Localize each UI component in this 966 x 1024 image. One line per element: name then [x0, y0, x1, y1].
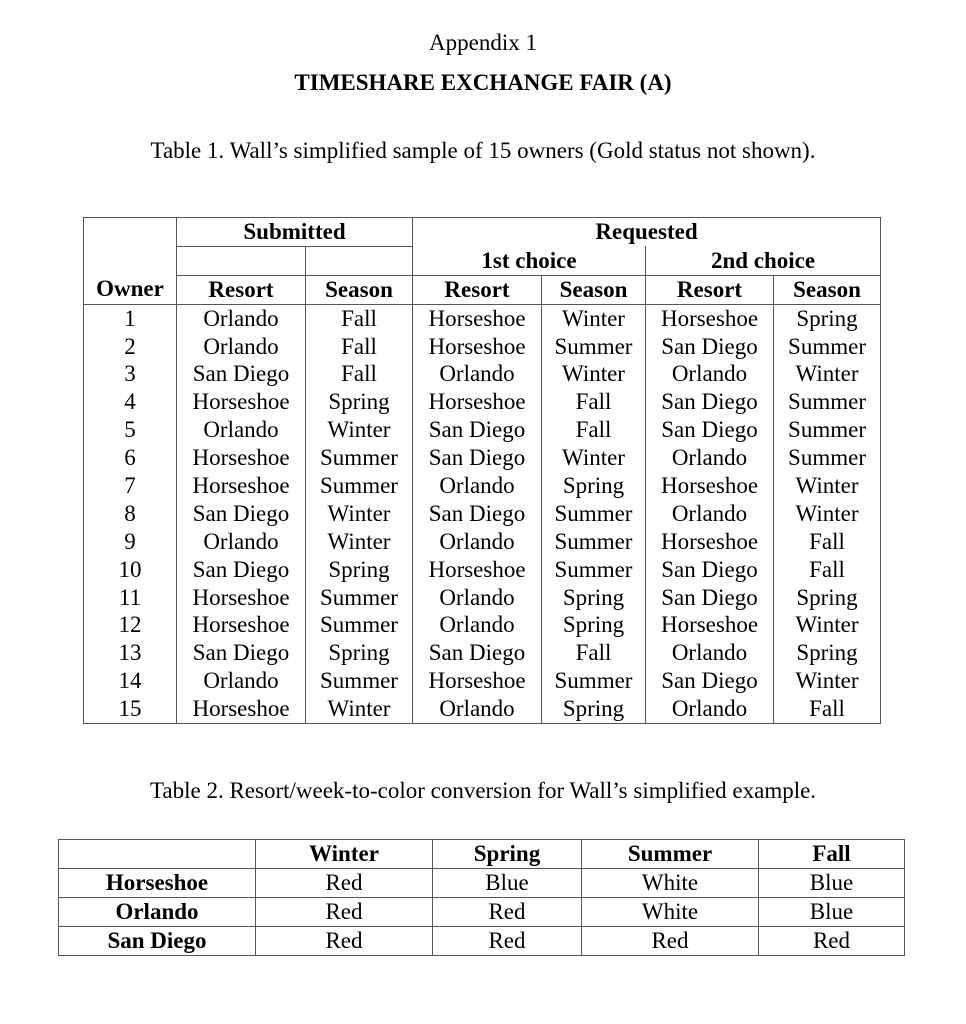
color-cell: Red	[433, 927, 582, 956]
submitted-season-cell: Fall	[306, 360, 413, 388]
submitted-season-cell: Spring	[306, 556, 413, 584]
second-resort-cell: San Diego	[646, 556, 774, 584]
table-row	[59, 927, 905, 956]
table2-caption: Table 2. Resort/week-to-color conversion for Wall’s simplified example.	[149, 778, 817, 803]
owner-cell: 10	[84, 556, 177, 584]
second-resort-header: Resort	[646, 275, 774, 304]
submitted-resort-cell: Horseshoe	[177, 611, 306, 639]
appendix-label: Appendix 1	[429, 30, 537, 55]
second-season-header: Season	[774, 275, 881, 304]
owners-table	[83, 217, 881, 724]
submitted-resort-header: Resort	[177, 275, 306, 304]
second-resort-cell: Orlando	[646, 695, 774, 723]
table-row	[84, 611, 881, 639]
first-season-cell: Summer	[542, 500, 646, 528]
owner-cell: 3	[84, 360, 177, 388]
second-resort-cell: Horseshoe	[646, 528, 774, 556]
second-resort-cell: San Diego	[646, 584, 774, 612]
first-season-header: Season	[542, 275, 646, 304]
first-choice-header: 1st choice	[413, 246, 646, 275]
fall-column-header: Fall	[759, 840, 905, 869]
submitted-resort-cell: Orlando	[177, 333, 306, 361]
first-resort-cell: Horseshoe	[413, 667, 542, 695]
first-resort-cell: Orlando	[413, 584, 542, 612]
winter-column-header: Winter	[256, 840, 433, 869]
color-cell: Red	[256, 927, 433, 956]
first-resort-cell: Orlando	[413, 611, 542, 639]
submitted-season-cell: Summer	[306, 444, 413, 472]
color-cell: Red	[759, 927, 905, 956]
submitted-season-header: Season	[306, 275, 413, 304]
submitted-sub-spacer-2	[306, 246, 413, 275]
second-season-cell: Summer	[774, 333, 881, 361]
resort-label: Horseshoe	[59, 869, 256, 898]
owner-cell: 14	[84, 667, 177, 695]
table-row	[84, 444, 881, 472]
first-season-cell: Spring	[542, 584, 646, 612]
color-cell: Blue	[433, 869, 582, 898]
first-season-cell: Spring	[542, 611, 646, 639]
submitted-resort-cell: San Diego	[177, 556, 306, 584]
second-resort-cell: San Diego	[646, 416, 774, 444]
resort-header-spacer	[59, 840, 256, 869]
second-resort-cell: Horseshoe	[646, 611, 774, 639]
color-cell: Blue	[759, 869, 905, 898]
submitted-resort-cell: Horseshoe	[177, 472, 306, 500]
resort-label: San Diego	[59, 927, 256, 956]
submitted-resort-cell: Horseshoe	[177, 584, 306, 612]
first-resort-cell: San Diego	[413, 444, 542, 472]
first-season-cell: Fall	[542, 639, 646, 667]
second-season-cell: Winter	[774, 667, 881, 695]
submitted-resort-cell: San Diego	[177, 360, 306, 388]
second-resort-cell: Horseshoe	[646, 304, 774, 332]
submitted-season-cell: Winter	[306, 416, 413, 444]
second-resort-cell: Horseshoe	[646, 472, 774, 500]
second-choice-header: 2nd choice	[646, 246, 881, 275]
first-season-cell: Winter	[542, 444, 646, 472]
submitted-resort-cell: Orlando	[177, 528, 306, 556]
first-resort-cell: Horseshoe	[413, 556, 542, 584]
second-season-cell: Fall	[774, 695, 881, 723]
second-season-cell: Summer	[774, 388, 881, 416]
second-resort-cell: San Diego	[646, 388, 774, 416]
owner-cell: 2	[84, 333, 177, 361]
second-resort-cell: San Diego	[646, 667, 774, 695]
owner-cell: 13	[84, 639, 177, 667]
submitted-resort-cell: Horseshoe	[177, 695, 306, 723]
submitted-season-cell: Spring	[306, 639, 413, 667]
first-resort-cell: San Diego	[413, 416, 542, 444]
owner-cell: 7	[84, 472, 177, 500]
owner-cell: 5	[84, 416, 177, 444]
submitted-sub-spacer-1	[177, 246, 306, 275]
owner-cell: 4	[84, 388, 177, 416]
spring-column-header: Spring	[433, 840, 582, 869]
color-cell: Red	[433, 898, 582, 927]
first-season-cell: Spring	[542, 472, 646, 500]
owner-cell: 9	[84, 528, 177, 556]
submitted-resort-cell: Horseshoe	[177, 388, 306, 416]
first-resort-cell: Orlando	[413, 360, 542, 388]
first-resort-cell: San Diego	[413, 500, 542, 528]
table-row	[84, 500, 881, 528]
color-cell: Blue	[759, 898, 905, 927]
owner-column-header: Owner	[84, 275, 177, 304]
first-resort-header: Resort	[413, 275, 542, 304]
submitted-season-cell: Summer	[306, 472, 413, 500]
submitted-resort-cell: San Diego	[177, 639, 306, 667]
second-season-cell: Spring	[774, 304, 881, 332]
table-row	[84, 333, 881, 361]
table-row	[84, 416, 881, 444]
color-cell: White	[582, 869, 759, 898]
owner-header-spacer	[84, 218, 177, 247]
table-row	[84, 639, 881, 667]
owner-cell: 6	[84, 444, 177, 472]
color-conversion-table	[58, 839, 905, 956]
submitted-season-cell: Winter	[306, 695, 413, 723]
owner-cell: 8	[84, 500, 177, 528]
owner-cell: 15	[84, 695, 177, 723]
first-resort-cell: Horseshoe	[413, 304, 542, 332]
table1-caption: Table 1. Wall’s simplified sample of 15 owners (Gold status not shown).	[150, 138, 816, 163]
table-row	[59, 869, 905, 898]
second-season-cell: Fall	[774, 528, 881, 556]
second-resort-cell: San Diego	[646, 333, 774, 361]
submitted-resort-cell: Horseshoe	[177, 444, 306, 472]
second-season-cell: Summer	[774, 444, 881, 472]
color-cell: Red	[256, 898, 433, 927]
first-resort-cell: San Diego	[413, 639, 542, 667]
submitted-season-cell: Winter	[306, 528, 413, 556]
table-row	[84, 556, 881, 584]
submitted-season-cell: Spring	[306, 388, 413, 416]
summer-column-header: Summer	[582, 840, 759, 869]
first-season-cell: Fall	[542, 416, 646, 444]
submitted-season-cell: Fall	[306, 333, 413, 361]
color-cell: White	[582, 898, 759, 927]
submitted-season-cell: Summer	[306, 584, 413, 612]
table-row	[84, 360, 881, 388]
requested-group-header: Requested	[413, 218, 881, 247]
submitted-resort-cell: San Diego	[177, 500, 306, 528]
first-resort-cell: Horseshoe	[413, 333, 542, 361]
table-row	[84, 695, 881, 723]
second-season-cell: Fall	[774, 556, 881, 584]
second-season-cell: Summer	[774, 416, 881, 444]
first-season-cell: Spring	[542, 695, 646, 723]
color-cell: Red	[582, 927, 759, 956]
submitted-season-cell: Summer	[306, 667, 413, 695]
second-resort-cell: Orlando	[646, 444, 774, 472]
second-resort-cell: Orlando	[646, 639, 774, 667]
table-row	[84, 472, 881, 500]
second-season-cell: Winter	[774, 611, 881, 639]
first-season-cell: Winter	[542, 304, 646, 332]
first-season-cell: Summer	[542, 667, 646, 695]
submitted-group-header: Submitted	[177, 218, 413, 247]
first-resort-cell: Orlando	[413, 695, 542, 723]
second-season-cell: Spring	[774, 639, 881, 667]
first-season-cell: Summer	[542, 528, 646, 556]
first-season-cell: Summer	[542, 556, 646, 584]
owner-cell: 12	[84, 611, 177, 639]
submitted-resort-cell: Orlando	[177, 416, 306, 444]
submitted-resort-cell: Orlando	[177, 667, 306, 695]
document-title: TIMESHARE EXCHANGE FAIR (A)	[294, 70, 672, 95]
first-season-cell: Summer	[542, 333, 646, 361]
first-resort-cell: Orlando	[413, 472, 542, 500]
second-season-cell: Winter	[774, 360, 881, 388]
table-row	[59, 898, 905, 927]
first-season-cell: Fall	[542, 388, 646, 416]
resort-label: Orlando	[59, 898, 256, 927]
table-row	[84, 528, 881, 556]
first-resort-cell: Horseshoe	[413, 388, 542, 416]
table-row	[84, 388, 881, 416]
table-row	[84, 667, 881, 695]
submitted-resort-cell: Orlando	[177, 304, 306, 332]
second-resort-cell: Orlando	[646, 360, 774, 388]
color-cell: Red	[256, 869, 433, 898]
table-row	[84, 304, 881, 332]
second-resort-cell: Orlando	[646, 500, 774, 528]
table-row	[84, 584, 881, 612]
owner-cell: 11	[84, 584, 177, 612]
first-resort-cell: Orlando	[413, 528, 542, 556]
submitted-season-cell: Winter	[306, 500, 413, 528]
submitted-season-cell: Fall	[306, 304, 413, 332]
first-season-cell: Winter	[542, 360, 646, 388]
owner-header-spacer-2	[84, 246, 177, 275]
second-season-cell: Winter	[774, 500, 881, 528]
submitted-season-cell: Summer	[306, 611, 413, 639]
second-season-cell: Spring	[774, 584, 881, 612]
second-season-cell: Winter	[774, 472, 881, 500]
owner-cell: 1	[84, 304, 177, 332]
